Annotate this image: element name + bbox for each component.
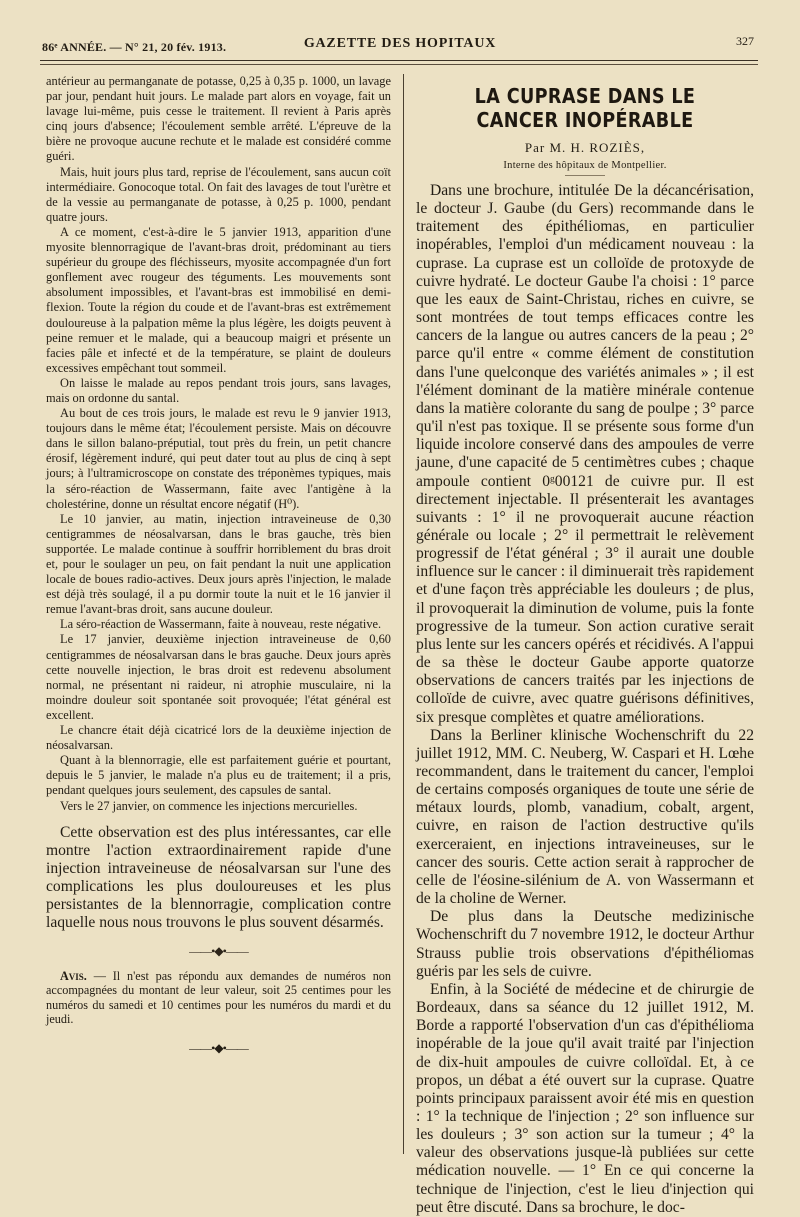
paragraph: Au bout de ces trois jours, le malade est revu le 9 janvier 1913, toujours dans le même état; l'écoulement persiste. Mais on découvre dans le sillon balano-préputial, tout près du frein, un petit chancre érosif, légèrement induré, qui peut dater tout au plus de cinq à sept jours; à l'ultramicroscope on constate des tréponèmes typiques, mais la séro-réaction de Wassermann, faite avec l'antigène à la cholestérine, donne un résultat encore négatif (H⁰). [46, 406, 391, 511]
issue-info: 86ᵉ ANNÉE. — N° 21, 20 fév. 1913. [42, 40, 227, 54]
paragraph: On laisse le malade au repos pendant trois jours, sans lavages, mais on ordonne du santal. [46, 375, 391, 405]
author-byline: Par M. H. ROZIÈS, [524, 140, 646, 155]
paragraph: Enfin, à la Société de médecine et de chirurgie de Bordeaux, dans sa séance du 12 juillet 1912, M. Borde a rapporté l'observation d'un cas d'épithélioma inopérable de la joue qu'il avait traité par l'injection de dix-huit ampoules de cuivre colloïdal. Et, à ce propos, un débat a été ouvert sur la cuprase. Quatre points principaux paraissent avoir été mis en question : 1° la technique de l'injection ; 2° son influence sur les douleurs ; 3° son action sur la tumeur ; 4° la valeur des observations jusque-là publiées sur cette médication nouvelle. — 1° En ce qui concerne la technique de l'injection, c'est le lieu d'injection qui peut être discuté. Dans sa brochure, le doc- [416, 980, 754, 1216]
author-affiliation: Interne des hôpitaux de Montpellier. [503, 160, 667, 171]
case-report-text [46, 74, 391, 814]
notice-block [46, 969, 391, 1027]
article-body [416, 182, 754, 1217]
paragraph: Le chancre était déjà cicatricé lors de la deuxième injection de néosalvarsan. [46, 723, 391, 753]
notice-paragraph [46, 969, 391, 1027]
page-number: 327 [736, 34, 754, 48]
header-rule [40, 60, 758, 61]
article-title: LA CUPRASE DANS LE CANCER INOPÉRABLE [474, 84, 696, 132]
paragraph: A ce moment, c'est-à-dire le 5 janvier 1913, apparition d'une myosite blennorragique de l'avant-bras droit, prédominant au tiers supérieur du groupe des fléchisseurs, myosite accompagnée d'un fort gonflement avec rougeur des téguments. Les mouvements sont absolument impossibles, et l'avant-bras est immobilisé en demi-flexion. Toute la région du coude et de l'avant-bras est extrêmement douloureuse à la palpation même la plus légère, les doigts peuvent à peine remuer et le malade, qui a beaucoup maigri et présente un facies pâle et infecté et de la température, se plaint de douleurs excessives empêchant tout sommeil. [46, 224, 391, 375]
paragraph: antérieur au permanganate de potasse, 0,25 à 0,35 p. 1000, un lavage par jour, pendant huit jours. Le malade part alors en voyage, fait un lavage lui-même, puis cesse le traitement. Il revient à Paris après cinq jours d'absence; l'écoulement semble arrêté. L'épreuve de la bière ne provoque aucune rechute et le malade est considéré comme guéri. [46, 74, 391, 164]
separator-ornament-bottom: ——•◆•—— [189, 1040, 248, 1055]
paragraph: De plus dans la Deutsche medizinische Wochenschrift du 7 novembre 1912, le docteur Arthur Strauss publie trois observations d'épithéliomas guéris par les sels de cuivre. [416, 908, 754, 980]
paragraph: Mais, huit jours plus tard, reprise de l'écoulement, sans aucun coït intermédiaire. Gonocoque total. On fait des lavages de tout l'urètre et de la vessie au permanganate de potasse, à 0,25 p. 1000, pendant quatre jours. [46, 164, 391, 224]
paragraph: Quant à la blennorragie, elle est parfaitement guérie et pourtant, depuis le 5 janvier, le malade n'a plus eu de traitement; il a pris, pendant quelques jours seulement, des capsules de santal. [46, 753, 391, 798]
left-column [46, 74, 391, 1056]
byline-rule [565, 175, 605, 176]
header-rule-thin [40, 64, 758, 65]
notice-text: — Il n'est pas répondu aux demandes de numéros non accompagnées du montant de leur valeur, soit 25 centimes pour les numéros du samedi et 10 centimes pour les numéros du mardi et du jeudi. [46, 968, 391, 1027]
paragraph: Le 10 janvier, au matin, injection intraveineuse de 0,30 centigrammes de néosalvarsan, dans le bras gauche, très bien supportée. Le malade continue à souffrir horriblement du bras droit et, pour le soulager un peu, on fait pendant la nuit une application locale de boues radio-actives. Deux jours après l'injection, le malade est déjà très soulagé, il a pu dormir toute la nuit et le 16 janvier il remue l'avant-bras droit, sans aucune douleur. [46, 511, 391, 617]
journal-title: GAZETTE DES HOPITAUX [303, 36, 497, 51]
conclusion-block [46, 824, 391, 932]
paragraph: Le 17 janvier, deuxième injection intraveineuse de 0,60 centigrammes de néosalvarsan dans le bras gauche. Deux jours après cette nouvelle injection, le bras droit est redevenu absolument normal, ne présentant ni raideur, ni atrophie musculaire, ni la moindre douleur soit spontanée soit provoquée; l'état général est excellent. [46, 632, 391, 722]
paragraph: Dans une brochure, intitulée De la décancérisation, le docteur J. Gaube (du Gers) recommande dans le traitement des épithéliomas, en particulier inopérables, l'emploi d'un médicament nouveau : la cuprase. La cuprase est un colloïde de protoxyde de cuivre hydraté. Le docteur Gaube l'a choisi : 1° parce que les eaux de Saint-Christau, riches en cuivre, se sont montrées de tout temps efficaces contre les cancers de la langue ou autres cancers de la peau ; 2° parce qu'il entre « comme élément de constitution dans l'une quelconque des variétés animales » ; il est l'élément dominant de la matière minérale contenue dans la matière colorante du sang de poulpe ; 3° parce qu'il n'est pas toxique. Il se présente sous forme d'un liquide incolore conservé dans des ampoules de verre jaune, d'une capacité de 5 centimètres cubes ; chaque ampoule contient 0ᵍ00121 de cuivre pur. Il est directement injectable. Il présenterait les avantages suivants : 1° il ne provoquerait aucune réaction générale ou locale ; 2° il permettrait le relèvement progressif de l'état général ; 3° il aurait une double influence sur le cancer : il diminuerait très rapidement et d'une façon très appréciable les douleurs ; de plus, il provoquerait la diminution de volume, puis la fonte progressive de la tumeur. Son action curative serait plus lente sur les cancers opérés et récidivés. A l'appui de sa thèse le docteur Gaube apporte quatorze observations de cancers traités par les injections de colloïde de cuivre, avec quatre guérisons définitives, six presque complètes et quatre améliorations. [416, 182, 754, 726]
conclusion-paragraph: Cette observation est des plus intéressantes, car elle montre l'action extraordinairement rapide d'une injection intraveineuse de néosalvarsan sur l'une des complications les plus douloureuses et les plus persistantes de la blennorragie, complication contre laquelle nous nous trouvons le plus souvent désarmés. [46, 823, 391, 931]
notice-label: Avis. [60, 968, 87, 983]
paragraph: Vers le 27 janvier, on commence les injections mercurielles. [60, 798, 358, 813]
separator-ornament: ——•◆•—— [189, 943, 248, 958]
right-column [416, 76, 754, 1217]
column-divider [403, 74, 404, 1154]
paragraph: La séro-réaction de Wassermann, faite à nouveau, reste négative. [60, 617, 382, 632]
paragraph: Dans la Berliner klinische Wochenschrift du 22 juillet 1912, MM. C. Neuberg, W. Caspari et H. Lœhe recommandent, dans le traitement du cancer, l'emploi de certains composés organiques de toute une série de métaux lourds, plomb, vanadium, cobalt, argent, cuivre, en raison de l'action destructive qu'ils exerceraient, en injections intraveineuses, sur le cancer des souris. Cette action serait à rapprocher de celle de l'éosine-silénium de A. von Wassermann et de la choline de Werner. [416, 726, 754, 908]
page-header [40, 34, 760, 56]
